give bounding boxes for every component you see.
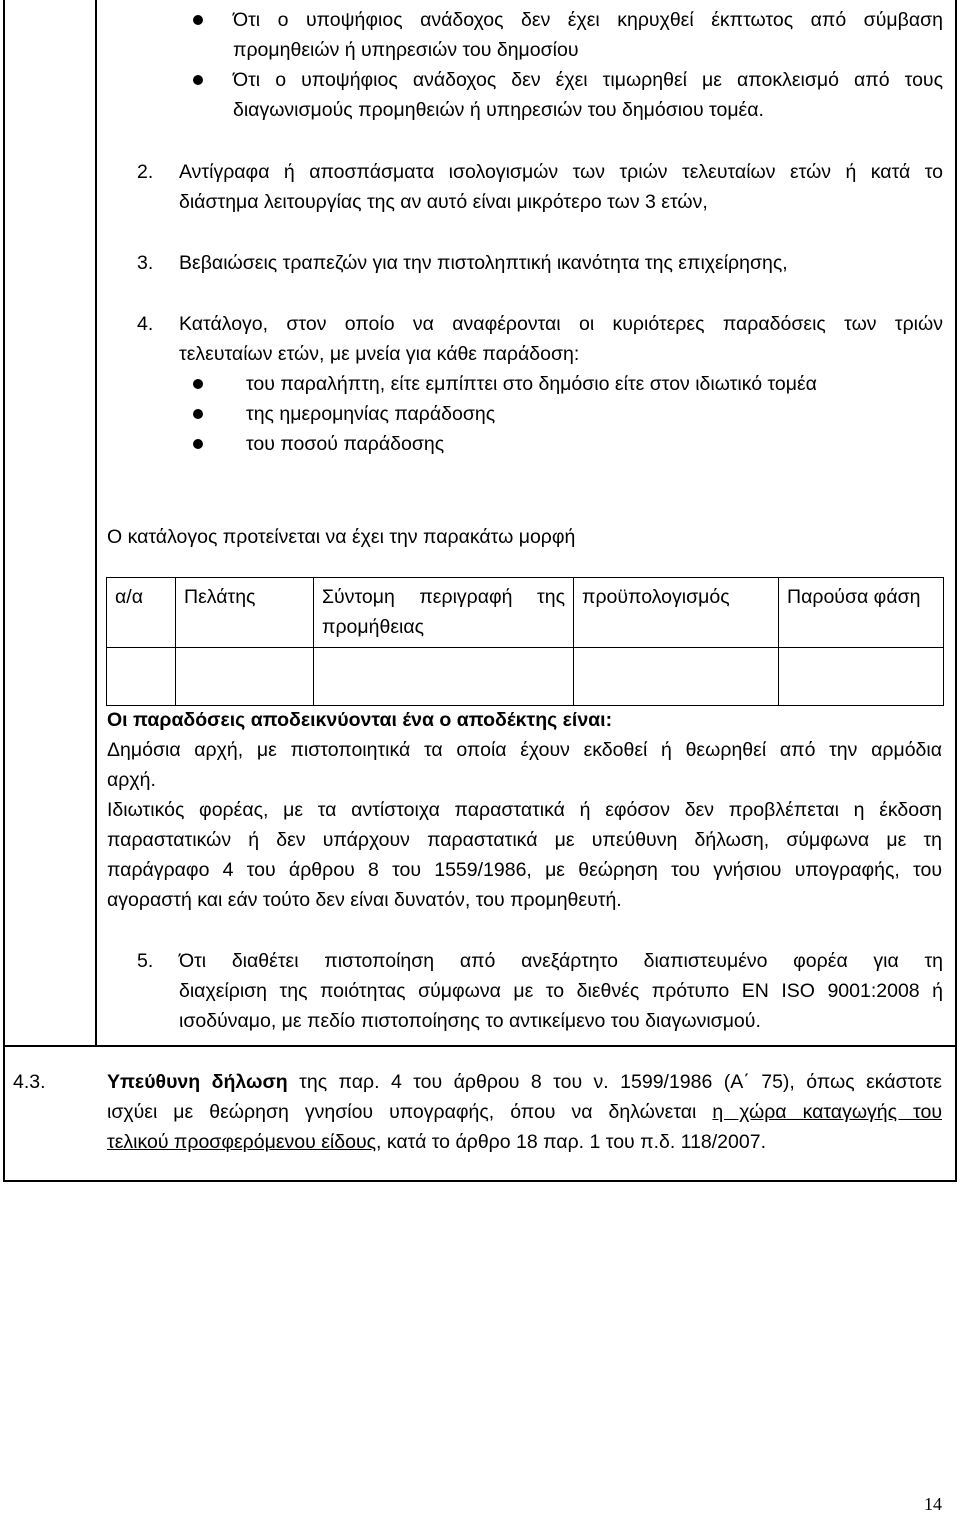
table-header-cell: Σύντομη περιγραφή της προμήθειας xyxy=(314,578,574,648)
sub-bullet-text: του ποσού παράδοσης xyxy=(246,433,445,455)
table-cell xyxy=(314,648,574,706)
section-underlined-text: η χώρα καταγωγής του xyxy=(712,1101,942,1123)
item-number: 4. xyxy=(137,313,154,335)
section-number: 4.3. xyxy=(13,1071,46,1093)
bullet-text: Ότι ο υποψήφιος ανάδοχος δεν έχει κηρυχθεί έκπτωτος από σύμβαση xyxy=(233,9,943,31)
item-text: Ότι διαθέτει πιστοποίηση από ανεξάρτητο διαπιστευμένο φορέα για τη xyxy=(179,950,943,972)
proof-paragraph: Δημόσια αρχή, με πιστοποιητικά τα οποία έχουν εκδοθεί ή θεωρηθεί από την αρμόδια xyxy=(107,739,942,761)
sub-bullet-text: της ημερομηνίας παράδοσης xyxy=(246,403,496,425)
deliveries-table xyxy=(106,577,944,706)
section-line-3 xyxy=(107,1127,766,1157)
proof-paragraph: Ιδιωτικός φορέας, με τα αντίστοιχα παραστατικά ή εφόσον δεν προβλέπεται η έκδοση xyxy=(107,799,942,821)
page-number: 14 xyxy=(924,1494,942,1514)
catalog-intro: Ο κατάλογος προτείνεται να έχει την παρακάτω μορφή xyxy=(107,526,576,548)
table-header-row xyxy=(107,578,944,648)
table-row xyxy=(107,648,944,706)
item-number: 2. xyxy=(137,161,154,183)
item-number: 5. xyxy=(137,950,154,972)
item-text: Κατάλογο, στον οποίο να αναφέρονται οι κυριότερες παραδόσεις των τριών xyxy=(179,313,943,335)
bullet-text-cont: προμηθειών ή υπηρεσιών του δημοσίου xyxy=(233,39,579,61)
section-text: της παρ. 4 του άρθρου 8 του ν. 1599/1986 (Α΄ 75), όπως εκάστοτε xyxy=(287,1071,942,1093)
section-underlined-text: τελικού προσφερόμενου είδους, xyxy=(107,1131,382,1153)
item-text: Βεβαιώσεις τραπεζών για την πιστοληπτική ικανότητα της επιχείρησης, xyxy=(179,252,788,274)
bullet-icon xyxy=(193,15,203,25)
proof-paragraph-cont: παραστατικών ή δεν υπάρχουν παραστατικά με υπεύθυνη δήλωση, σύμφωνα με τη xyxy=(107,829,942,851)
section-line-2 xyxy=(107,1097,942,1127)
bullet-text-cont: διαγωνισμούς προμηθειών ή υπηρεσιών του δημόσιου τομέα. xyxy=(233,99,764,121)
left-column-divider xyxy=(95,0,97,1045)
table-header-cell: α/α xyxy=(107,578,176,648)
item-number: 3. xyxy=(137,252,154,274)
item-text-cont: διαχείριση της ποιότητας σύμφωνα με το διεθνές πρότυπο EN ISO 9001:2008 ή xyxy=(179,980,943,1002)
table-cell xyxy=(574,648,779,706)
table-header-cell: προϋπολογισμός xyxy=(574,578,779,648)
section-text: ισχύει με θεώρηση γνησίου υπογραφής, όπου να δηλώνεται xyxy=(107,1101,713,1123)
bullet-icon xyxy=(193,379,203,389)
bullet-text: Ότι ο υποψήφιος ανάδοχος δεν έχει τιμωρηθεί με αποκλεισμό από τους xyxy=(233,69,943,91)
section-bold-label: Υπεύθυνη δήλωση xyxy=(107,1071,288,1093)
table-header-cell: Παρούσα φάση xyxy=(779,578,944,648)
section-text: κατά το άρθρο 18 παρ. 1 του π.δ. 118/2007. xyxy=(381,1131,766,1153)
table-cell xyxy=(107,648,176,706)
bullet-icon xyxy=(193,439,203,449)
section-line-1 xyxy=(107,1067,942,1097)
item-text: Αντίγραφα ή αποσπάσματα ισολογισμών των τριών τελευταίων ετών ή κατά το xyxy=(179,161,943,183)
proof-paragraph-cont: αγοραστή και εάν τούτο δεν είναι δυνατόν, του προμηθευτή. xyxy=(107,889,622,911)
table-cell xyxy=(779,648,944,706)
bullet-icon xyxy=(193,409,203,419)
table-cell xyxy=(176,648,314,706)
sub-bullet-text: του παραλήπτη, είτε εμπίπτει στο δημόσιο είτε στον ιδιωτικό τομέα xyxy=(246,373,817,395)
proof-heading: Οι παραδόσεις αποδεικνύονται ένα ο αποδέκτης είναι: xyxy=(107,709,613,731)
table-header-cell: Πελάτης xyxy=(176,578,314,648)
item-text-cont: τελευταίων ετών, με μνεία για κάθε παράδοση: xyxy=(179,343,580,365)
bullet-icon xyxy=(193,75,203,85)
item-text-cont: ισοδύναμο, με πεδίο πιστοποίησης το αντικείμενο του διαγωνισμού. xyxy=(179,1010,761,1032)
proof-paragraph-cont: αρχή. xyxy=(107,769,156,791)
item-text-cont: διάστημα λειτουργίας της αν αυτό είναι μικρότερο των 3 ετών, xyxy=(179,191,708,213)
proof-paragraph-cont: παράγραφο 4 του άρθρου 8 του 1559/1986, με θεώρηση του γνήσιου υπογραφής, του xyxy=(107,859,942,881)
section-divider xyxy=(3,1045,957,1047)
